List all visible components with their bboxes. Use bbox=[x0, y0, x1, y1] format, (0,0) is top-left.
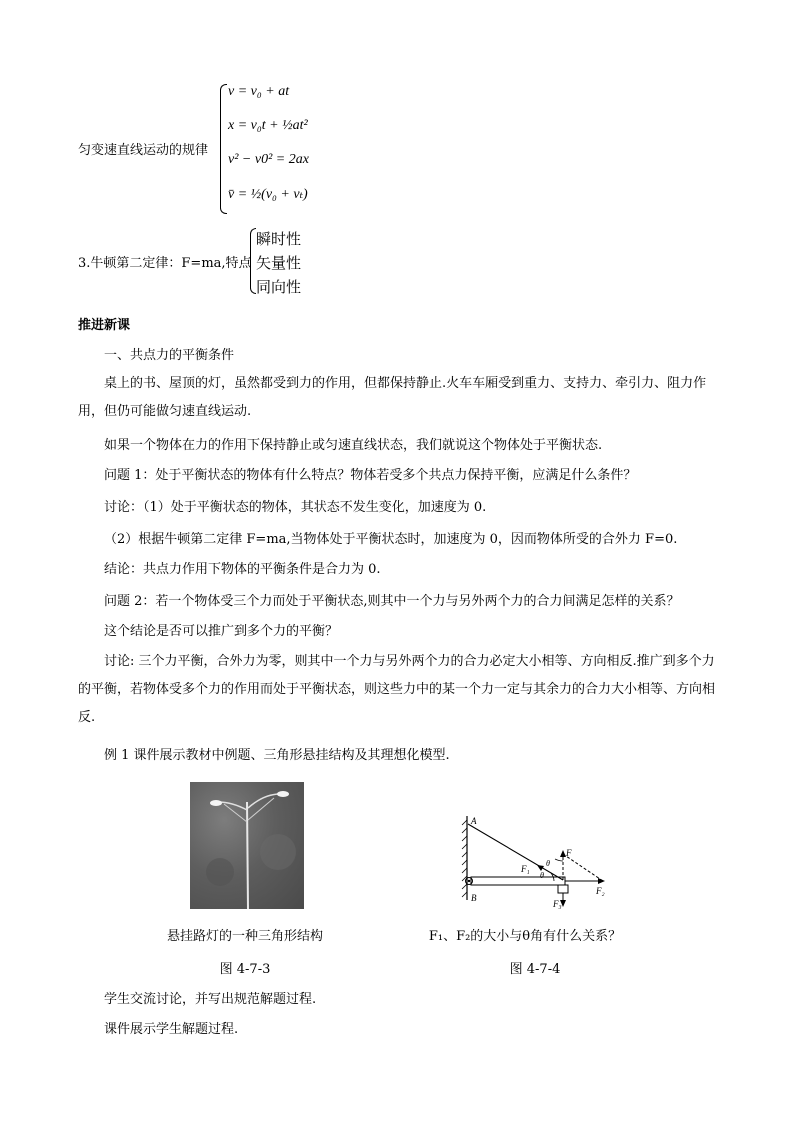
label-theta-bottom: θ bbox=[540, 871, 544, 880]
label-theta-top: θ bbox=[546, 859, 550, 868]
paragraph-conclusion: 结论：共点力作用下物体的平衡条件是合力为 0. bbox=[104, 562, 381, 577]
newton-prop-vector: 矢量性 bbox=[256, 254, 302, 272]
street-lamp-image bbox=[190, 782, 304, 909]
paragraph-definition: 如果一个物体在力的作用下保持静止或匀速直线状态，我们就说这个物体处于平衡状态. bbox=[104, 438, 603, 453]
kinematics-eq-velocity-squared: v² − v0² = 2ax bbox=[228, 152, 309, 167]
paragraph-show-solution: 课件展示学生解题过程. bbox=[104, 1022, 239, 1037]
left-figure-number: 图 4-7-3 bbox=[219, 962, 271, 977]
left-figure-caption: 悬挂路灯的一种三角形结构 bbox=[166, 929, 323, 944]
kinematics-eq-average-velocity: v̄ = ½(v₀ + vₜ) bbox=[228, 187, 308, 202]
label-b: B bbox=[471, 893, 477, 903]
newton-prop-same-direction: 同向性 bbox=[256, 278, 302, 296]
label-f: F bbox=[566, 848, 572, 858]
paragraph-generalize: 这个结论是否可以推广到多个力的平衡？ bbox=[104, 624, 339, 639]
paragraph-discussion-2: （2）根据牛顿第二定律 F=ma,当物体处于平衡状态时，加速度为 0，因而物体所受的合外力 F=0. bbox=[104, 532, 678, 547]
paragraph-question-1: 问题 1：处于平衡状态的物体有什么特点？物体若受多个共点力保持平衡，应满足什么条件？ bbox=[104, 468, 637, 483]
kinematics-brace bbox=[220, 84, 227, 214]
kinematics-label: 匀变速直线运动的规律 bbox=[78, 143, 209, 158]
newton-law-label: 3.牛顿第二定律：F=ma,特点 bbox=[78, 256, 252, 271]
label-f1: F₁ bbox=[521, 864, 530, 874]
paragraph-student-discussion: 学生交流讨论，并写出规范解题过程. bbox=[104, 992, 317, 1007]
label-a: A bbox=[471, 816, 477, 826]
section-title: 推进新课 bbox=[78, 318, 131, 333]
kinematics-eq-velocity: v = v₀ + at bbox=[228, 84, 290, 99]
kinematics-eq-displacement: x = v₀t + ½at² bbox=[228, 118, 308, 133]
paragraph-discussion-1: 讨论：（1）处于平衡状态的物体，其状态不发生变化，加速度为 0. bbox=[104, 500, 487, 515]
newton-prop-instantaneous: 瞬时性 bbox=[256, 230, 302, 248]
right-figure-caption: F₁、F₂的大小与θ角有什么关系？ bbox=[428, 929, 622, 944]
paragraph-discussion-3: 讨论: 三个力平衡，合外力为零，则其中一个力与另外两个力的合力必定大小相等、方向相反.推广到多个力的平衡，若物体受多个力的作用而处于平衡状态，则这些力中的某一个力一定与其余力的合力大小相等、方向相反. bbox=[78, 654, 716, 725]
street-lamp-photo bbox=[190, 782, 304, 909]
triangle-model-diagram bbox=[455, 810, 615, 910]
subsection-title: 一、共点力的平衡条件 bbox=[104, 348, 235, 363]
label-f3: F₃ bbox=[553, 899, 562, 909]
right-figure-number: 图 4-7-4 bbox=[509, 962, 561, 977]
paragraph-intro: 桌上的书、屋顶的灯，虽然都受到力的作用，但都保持静止.火车车厢受到重力、支持力、牵引力、阻力作用，但仍可能做匀速直线运动. bbox=[78, 376, 707, 419]
paragraph-question-2: 问题 2：若一个物体受三个力而处于平衡状态,则其中一个力与另外两个力的合力间满足怎样的关系？ bbox=[104, 594, 680, 609]
paragraph-example-1: 例 1 课件展示教材中例题、三角形悬挂结构及其理想化模型. bbox=[104, 748, 450, 763]
label-f2: F₂ bbox=[596, 886, 605, 896]
